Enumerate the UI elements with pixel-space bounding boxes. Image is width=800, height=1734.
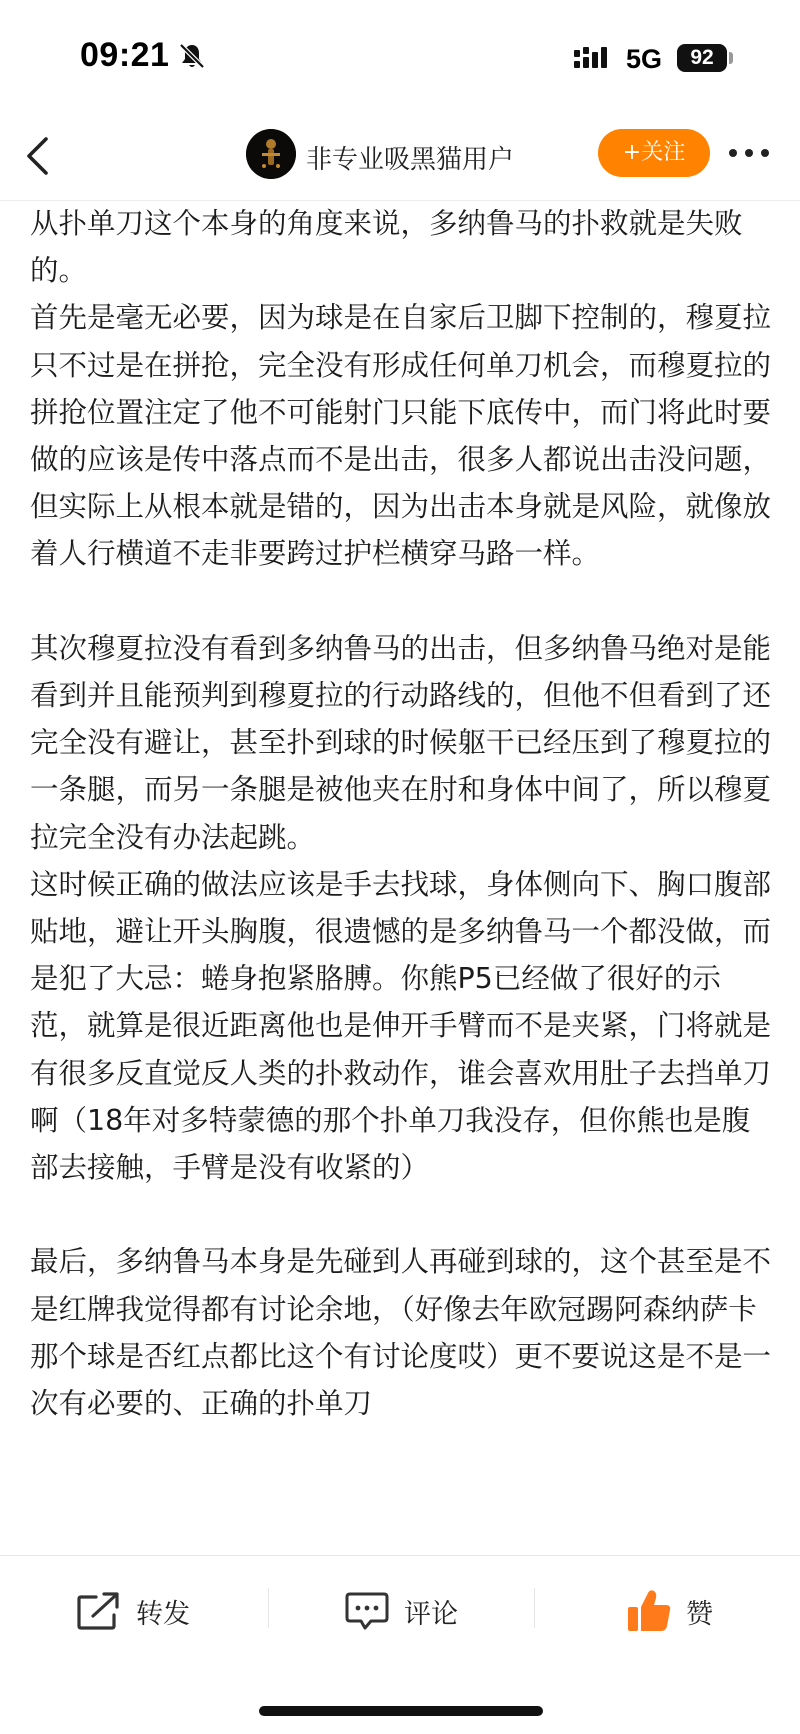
nav-header	[0, 115, 800, 201]
follow-button[interactable]: +关注	[598, 129, 710, 177]
paragraph-gap	[30, 578, 772, 625]
paragraph: 首先是毫无必要，因为球是在自家后卫脚下控制的，穆夏拉只不过是在拼抢，完全没有形成任何单刀机会，而穆夏拉的拼抢位置注定了他不可能射门只能下底传中，而门将此时要做的应该是传中落点而不是出击，很多人都说出击没问题，但实际上从根本就是错的，因为出击本身就是风险，就像放着人行横道不走非要跨过护栏横穿马路一样。	[30, 301, 772, 571]
more-horizontal-icon[interactable]	[726, 141, 772, 165]
paragraph: 这时候正确的做法应该是手去找球，身体侧向下、胸口腹部贴地，避让开头胸腹，很遗憾的是多纳鲁马一个都没做，而是犯了大忌：蜷身抱紧胳膊。你熊P5已经做了很好的示范，就算是很近距离他也是伸开手臂而不是夹紧，门将就是有很多反直觉反人类的扑救动作，谁会喜欢用肚子去挡单刀啊（18年对多特蒙德的那个扑单刀我没存，但你熊也是腹部去接触，手臂是没有收紧的）	[30, 867, 772, 1185]
like-label: 赞	[686, 1598, 713, 1630]
network-label: 5G	[626, 44, 663, 74]
battery-indicator: 92	[677, 44, 727, 72]
status-time: 09:21	[80, 36, 170, 74]
battery-tip	[729, 52, 733, 64]
comment-label: 评论	[404, 1598, 458, 1630]
like-button[interactable]	[626, 1586, 713, 1636]
comment-button[interactable]	[344, 1586, 458, 1636]
share-icon	[76, 1591, 122, 1631]
repost-button[interactable]	[76, 1586, 190, 1636]
avatar-emblem-icon	[246, 129, 296, 179]
bell-muted-icon	[178, 42, 206, 70]
divider	[534, 1588, 535, 1628]
action-bar	[0, 1555, 800, 1668]
signal-icon	[574, 46, 614, 70]
paragraph: 最后，多纳鲁马本身是先碰到人再碰到球的，这个甚至是不是红牌我觉得都有讨论余地，（好像去年欧冠踢阿森纳萨卡那个球是否红点都比这个有讨论度哎）更不要说这是不是一次有必要的、正确的扑单刀	[30, 1245, 772, 1421]
thumbs-up-icon	[626, 1588, 672, 1634]
comment-icon	[344, 1590, 390, 1632]
paragraph: 其次穆夏拉没有看到多纳鲁马的出击，但多纳鲁马绝对是能看到并且能预判到穆夏拉的行动路线的，但他不但看到了还完全没有避让，甚至扑到球的时候躯干已经压到了穆夏拉的一条腿，而另一条腿是被他夹在肘和身体中间了，所以穆夏拉完全没有办法起跳。	[30, 631, 772, 854]
paragraph: 从扑单刀这个本身的角度来说，多纳鲁马的扑救就是失败的。	[30, 207, 743, 288]
divider	[268, 1588, 269, 1628]
home-indicator[interactable]	[259, 1706, 543, 1716]
paragraph-gap	[30, 1191, 772, 1238]
avatar[interactable]	[246, 129, 296, 179]
article-body	[30, 200, 772, 1550]
chevron-left-icon[interactable]	[22, 135, 52, 177]
username[interactable]: 非专业吸黑猫用户	[306, 145, 515, 175]
repost-label: 转发	[136, 1598, 190, 1630]
status-bar	[0, 0, 800, 115]
